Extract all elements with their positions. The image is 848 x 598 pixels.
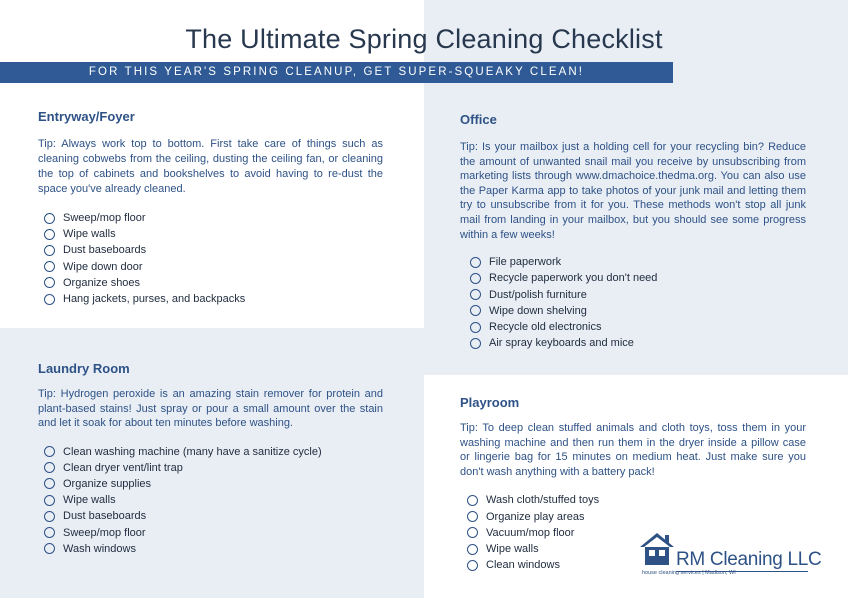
- checkbox[interactable]: [470, 289, 481, 300]
- checkbox[interactable]: [44, 495, 55, 506]
- list-item[interactable]: Clean windows: [467, 557, 806, 573]
- logo-tagline: house cleaning services | Madison, WI: [642, 570, 736, 576]
- checkbox[interactable]: [44, 294, 55, 305]
- checkbox[interactable]: [467, 495, 478, 506]
- section-tip: Tip: Is your mailbox just a holding cell for your recycling bin? Reduce the amount of unwanted snail mail you receive by unsubscribing from marketing lists through www.dmachoice.thedma.org. You can also use the Paper Karma app to take photos of your junk mail and letting them try to unsubscribe from it for you. These methods won't stop all junk mail from landing in your mailbox, but you should see some progress within a few weeks!: [460, 141, 806, 241]
- list-item[interactable]: Clean dryer vent/lint trap: [44, 460, 383, 476]
- checkbox[interactable]: [44, 277, 55, 288]
- company-logo: [638, 530, 822, 578]
- checkbox[interactable]: [470, 257, 481, 268]
- checkbox[interactable]: [44, 462, 55, 473]
- list-item[interactable]: Recycle old electronics: [470, 319, 806, 335]
- list-item[interactable]: Clean washing machine (many have a sanitize cycle): [44, 444, 383, 460]
- checkbox[interactable]: [44, 511, 55, 522]
- list-item[interactable]: Sweep/mop floor: [44, 524, 383, 540]
- logo-name: RM Cleaning LLC: [676, 549, 822, 570]
- list-item[interactable]: Recycle paperwork you don't need: [470, 270, 806, 286]
- section-heading: Entryway/Foyer: [38, 109, 135, 124]
- list-item[interactable]: Vacuum/mop floor: [467, 525, 806, 541]
- list-item[interactable]: Hang jackets, purses, and backpacks: [44, 291, 383, 307]
- list-item[interactable]: Wipe down door: [44, 259, 383, 275]
- list-item[interactable]: Organize shoes: [44, 275, 383, 291]
- section-tip: Tip: Always work top to bottom. First take care of things such as cleaning cobwebs from the ceiling, dusting the ceiling fan, or cleaning the top of cabinets and bookshelves to avoid having to re-dust the space you've already cleaned.: [38, 138, 383, 195]
- list-item[interactable]: Air spray keyboards and mice: [470, 335, 806, 351]
- section-entryway: [38, 109, 383, 307]
- list-item[interactable]: Organize play areas: [467, 509, 806, 525]
- list-item[interactable]: Dust baseboards: [44, 508, 383, 524]
- section-office: [460, 112, 806, 351]
- section-heading: Office: [460, 112, 497, 127]
- subtitle-text: FOR THIS YEAR'S SPRING CLEANUP, GET SUPER-SQUEAKY CLEAN!: [88, 66, 585, 78]
- checkbox[interactable]: [470, 273, 481, 284]
- section-tip: Tip: Hydrogen peroxide is an amazing stain remover for protein and plant-based stains! Just spray or pour a small amount over the stain and let it soak for about ten minutes before washing.: [38, 388, 383, 429]
- checkbox[interactable]: [44, 245, 55, 256]
- list-item[interactable]: File paperwork: [470, 254, 806, 270]
- checkbox[interactable]: [470, 338, 481, 349]
- list-item[interactable]: Wipe down shelving: [470, 303, 806, 319]
- checkbox[interactable]: [467, 527, 478, 538]
- section-laundry: [38, 361, 383, 557]
- list-item[interactable]: Wipe walls: [44, 492, 383, 508]
- list-item[interactable]: Sweep/mop floor: [44, 210, 383, 226]
- checkbox[interactable]: [44, 261, 55, 272]
- checkbox[interactable]: [44, 478, 55, 489]
- checklist: [470, 254, 806, 351]
- checkbox[interactable]: [44, 213, 55, 224]
- list-item[interactable]: Organize supplies: [44, 476, 383, 492]
- checkbox[interactable]: [467, 560, 478, 571]
- section-heading: Laundry Room: [38, 361, 130, 376]
- checkbox[interactable]: [467, 511, 478, 522]
- checklist: [44, 210, 383, 307]
- list-item[interactable]: Wipe walls: [44, 226, 383, 242]
- list-item[interactable]: Wipe walls: [467, 541, 806, 557]
- checkbox[interactable]: [44, 527, 55, 538]
- house-icon: [638, 530, 676, 568]
- checkbox[interactable]: [470, 322, 481, 333]
- list-item[interactable]: Dust baseboards: [44, 242, 383, 258]
- checkbox[interactable]: [470, 305, 481, 316]
- subtitle-banner: [0, 62, 673, 83]
- checkbox[interactable]: [44, 543, 55, 554]
- checkbox[interactable]: [44, 229, 55, 240]
- section-tip: Tip: To deep clean stuffed animals and cloth toys, toss them in your washing machine and then run them in the dryer inside a pillow case or lingerie bag for 15 minutes on medium heat. Just make sure you don't wash anything with a battery pack!: [460, 422, 806, 478]
- checkbox[interactable]: [467, 544, 478, 555]
- section-heading: Playroom: [460, 395, 520, 410]
- checkbox[interactable]: [44, 446, 55, 457]
- list-item[interactable]: Wash cloth/stuffed toys: [467, 492, 806, 508]
- list-item[interactable]: Wash windows: [44, 541, 383, 557]
- list-item[interactable]: Dust/polish furniture: [470, 287, 806, 303]
- page-title: The Ultimate Spring Cleaning Checklist: [185, 24, 663, 54]
- checklist: [44, 444, 383, 557]
